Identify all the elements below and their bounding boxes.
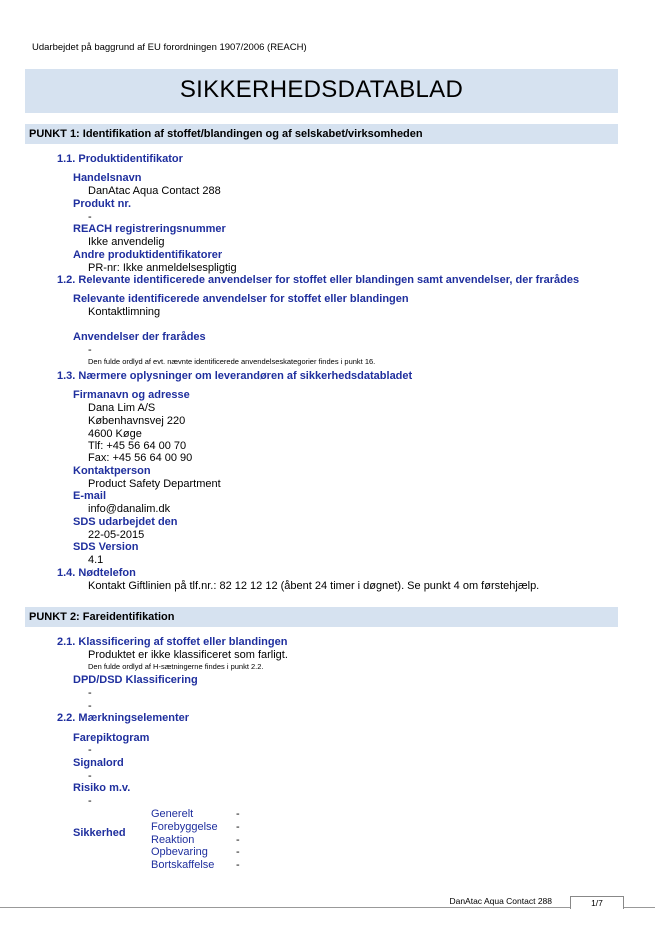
footer-product-name: DanAtac Aqua Contact 288 [449, 896, 552, 906]
signalord-label: Signalord [73, 757, 124, 769]
dpd-dsd-value: - [88, 700, 92, 712]
andre-identifikatorer-value: PR-nr: Ikke anmeldelsespligtig [88, 262, 237, 274]
h-saetninger-note: Den fulde ordlyd af H-sætningerne findes i punkt 2.2. [88, 662, 264, 671]
anvendelser-fraraades-value: - [88, 344, 92, 356]
subsection-2-1-title: 2.1. Klassificering af stoffet eller blandingen [57, 636, 288, 648]
farepiktogram-value: - [88, 744, 92, 756]
anvendelser-note: Den fulde ordlyd af evt. nævnte identificerede anvendelseskategorier findes i punkt 16. [88, 357, 376, 366]
footer-divider [0, 907, 655, 908]
address-line: 4600 Køge [88, 428, 142, 440]
sikkerhed-row-value: - [236, 808, 240, 820]
sikkerhed-row-value: - [236, 821, 240, 833]
sds-date-label: SDS udarbejdet den [73, 516, 178, 528]
klassificering-value: Produktet er ikke klassificeret som farligt. [88, 649, 288, 661]
sikkerhed-row-label: Opbevaring [151, 846, 208, 858]
subsection-1-2-title: 1.2. Relevante identificerede anvendelser for stoffet eller blandingen samt anvendelser, der frarådes [57, 274, 580, 286]
sikkerhed-row-label: Forebyggelse [151, 821, 218, 833]
produkt-nr-label: Produkt nr. [73, 198, 132, 210]
sds-version-value: 4.1 [88, 554, 104, 566]
subsection-1-1-title: 1.1. Produktidentifikator [57, 153, 183, 165]
kontaktperson-label: Kontaktperson [73, 465, 151, 477]
sikkerhed-row-value: - [236, 846, 240, 858]
relevante-anvendelser-label: Relevante identificerede anvendelser for stoffet eller blandingen [73, 293, 409, 305]
sds-version-label: SDS Version [73, 541, 139, 553]
emergency-phone-value: Kontakt Giftlinien på tlf.nr.: 82 12 12 12 (åbent 24 timer i døgnet). Se punkt 4 om førstehjælp. [88, 580, 540, 592]
signalord-value: - [88, 770, 92, 782]
firmanavn-label: Firmanavn og adresse [73, 389, 190, 401]
handelsnavn-value: DanAtac Aqua Contact 288 [88, 185, 221, 197]
risiko-value: - [88, 795, 92, 807]
section-header-punkt-1 [25, 124, 618, 144]
farepiktogram-label: Farepiktogram [73, 732, 150, 744]
address-phone: Tlf: +45 56 64 00 70 [88, 440, 187, 452]
sikkerhed-row-value: - [236, 834, 240, 846]
subsection-1-4-title: 1.4. Nødtelefon [57, 567, 136, 579]
regulation-note: Udarbejdet på baggrund af EU forordningen 1907/2006 (REACH) [32, 42, 307, 53]
email-value[interactable]: info@danalim.dk [88, 503, 171, 515]
anvendelser-fraraades-label: Anvendelser der frarådes [73, 331, 206, 343]
dpd-dsd-label: DPD/DSD Klassificering [73, 674, 198, 686]
section-title: PUNKT 1: Identifikation af stoffet/blandingen og af selskabet/virksomheden [29, 128, 423, 140]
subsection-1-3-title: 1.3. Nærmere oplysninger om leverandøren af sikkerhedsdatabladet [57, 370, 413, 382]
sikkerhed-row-label: Bortskaffelse [151, 859, 215, 871]
andre-identifikatorer-label: Andre produktidentifikatorer [73, 249, 223, 261]
section-header-punkt-2 [25, 607, 618, 627]
sikkerhed-row-label: Generelt [151, 808, 194, 820]
title-band [25, 69, 618, 113]
sikkerhed-label: Sikkerhed [73, 827, 126, 839]
email-label: E-mail [73, 490, 107, 502]
relevante-anvendelser-value: Kontaktlimning [88, 306, 161, 318]
handelsnavn-label: Handelsnavn [73, 172, 142, 184]
reach-value: Ikke anvendelig [88, 236, 165, 248]
section-title: PUNKT 2: Fareidentifikation [29, 611, 175, 623]
sds-date-value: 22-05-2015 [88, 529, 145, 541]
reach-label: REACH registreringsnummer [73, 223, 226, 235]
produkt-nr-value: - [88, 211, 92, 223]
document-title: SIKKERHEDSDATABLAD [179, 76, 464, 103]
subsection-2-2-title: 2.2. Mærkningselementer [57, 712, 190, 724]
sikkerhed-row-value: - [236, 859, 240, 871]
sikkerhed-row-label: Reaktion [151, 834, 195, 846]
address-line: Dana Lim A/S [88, 402, 156, 414]
page-number: 1/7 [570, 896, 624, 909]
address-fax: Fax: +45 56 64 00 90 [88, 452, 193, 464]
risiko-label: Risiko m.v. [73, 782, 131, 794]
address-line: Københavnsvej 220 [88, 415, 186, 427]
kontaktperson-value: Product Safety Department [88, 478, 221, 490]
dpd-dsd-value: - [88, 687, 92, 699]
